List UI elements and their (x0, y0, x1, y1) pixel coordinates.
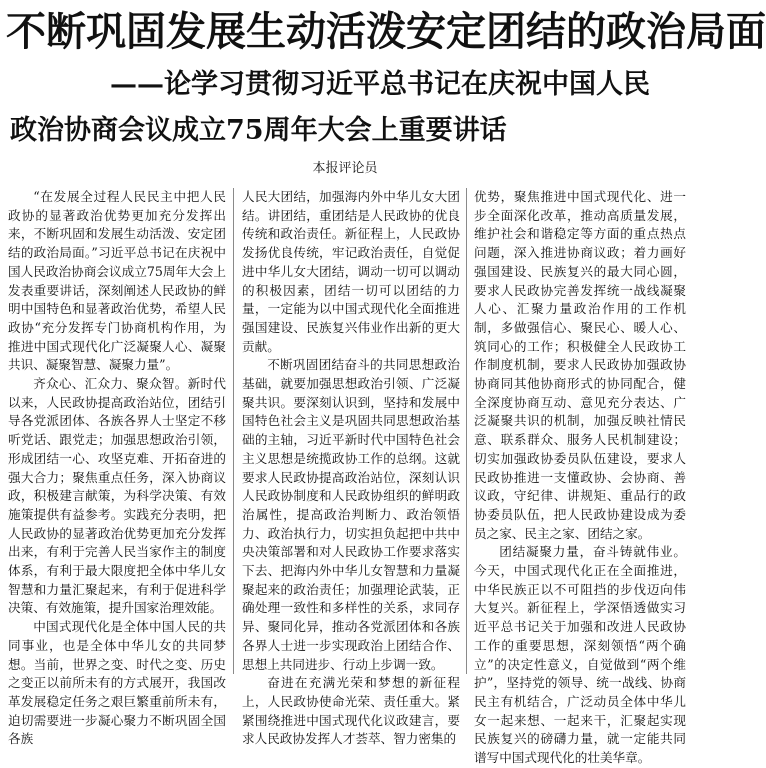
article-column-2 (242, 188, 460, 747)
column-divider (233, 188, 234, 674)
paragraph: 优势，聚焦推进中国式现代化、进一步全面深化改革，推动高质量发展，维护社会和谐稳定等方面的重点热点问题，深入推进协商议政；着力画好强国建设、民族复兴的最大同心圆，要求人民政协完善发挥统一战线凝聚人心、汇聚力量政治作用的工作机制，多做强信心、聚民心、暖人心、筑同心的工作；积极健全人民政协工作制度机制，要求人民政协加强政协协商同其他协商形式的协同配合，健全深度协商互动、意见充分表达、广泛凝聚共识的机制，加强反映社情民意、联系群众、服务人民机制建设；切实加强政协委员队伍建设，要求人民政协推进一支懂政协、会协商、善议政，守纪律、讲规矩、重品行的政协委员队伍，把人民政协建设成为委员之家、民主之家、团结之家。 (474, 189, 686, 541)
article-column-3 (474, 188, 686, 766)
headline-subtitle-line1: ——论学习贯彻习近平总书记在庆祝中国人民 (110, 69, 650, 100)
paragraph: 团结凝聚力量，奋斗铸就伟业。今天，中国式现代化正在全面推进，中华民族正以不可阻挡的步伐迈向伟大复兴。新征程上，学深悟透做实习近平总书记关于加强和改进人民政协工作的重要思想，深刻领悟“两个确立”的决定性意义，自觉做到“两个维护”，坚持党的领导、统一战线、协商民主有机结合，广泛动员全体中华儿女一起来想、一起来干，汇聚起实现民族复兴的磅礴力量，就一定能共同谱写中国式现代化的壮美华章。 (474, 544, 686, 766)
headline-subtitle-line2: 政治协商会议成立75周年大会上重要讲话 (10, 115, 507, 146)
paragraph: “在发展全过程人民民主中把人民政协的显著政治优势更加充分发挥出来，不断巩固和发展生动活泼、安定团结的政治局面。”习近平总书记在庆祝中国人民政治协商会议成立75周年大会上发表重要讲话，深刻阐述人民政协的鲜明中国特色和显著政治优势，希望人民政协“充分发挥专门协商机构作用，为推进中国式现代化广泛凝聚人心、凝聚共识、凝聚智慧、凝聚力量”。 (8, 189, 226, 373)
paragraph: 奋进在充满光荣和梦想的新征程上，人民政协使命光荣、责任重大。紧紧围绕推进中国式现代化议政建言，要求人民政协发挥人才荟萃、智力密集的 (242, 675, 460, 747)
byline: 本报评论员 (312, 161, 378, 176)
article-column-1 (8, 188, 226, 747)
paragraph: 齐众心、汇众力、聚众智。新时代以来，人民政协提高政治站位，团结引导各党派团体、各族各界人士坚定不移听党话、跟党走；加强思想政治引领，形成团结一心、攻坚克难、开拓奋进的强大合力；聚焦重点任务，深入协商议政，积极建言献策，为科学决策、有效施策提供有益参考。实践充分表明，把人民政协的显著政治优势更加充分发挥出来，有利于完善人民当家作主的制度体系，有利于最大限度把全体中华儿女智慧和力量汇聚起来，有利于促进科学决策、有效施策，提升国家治理效能。 (8, 376, 226, 616)
paragraph: 不断巩固团结奋斗的共同思想政治基础，就要加强思想政治引领、广泛凝聚共识。要深刻认识到，坚持和发展中国特色社会主义是巩固共同思想政治基础的主轴，习近平新时代中国特色社会主义思想是统揽政协工作的总纲。这就要求人民政协提高政治站位，深刻认识人民政协制度和人民政协组织的鲜明政治属性，提高政治判断力、政治领悟力、政治执行力，切实担负起把中共中央决策部署和对人民政协工作要求落实下去、把海内外中华儿女智慧和力量凝聚起来的政治责任；加强理论武装，正确处理一致性和多样性的关系，求同存异、聚同化异，推动各党派团体和各族各界人士进一步实现政治上团结合作、思想上共同进步、行动上步调一致。 (242, 357, 460, 672)
headline-title: 不断巩固发展生动活泼安定团结的政治局面 (6, 9, 766, 55)
paragraph: 中国式现代化是全体中国人民的共同事业，也是全体中华儿女的共同梦想。当前，世界之变、时代之变、历史之变正以前所未有的方式展开，我国改革发展稳定任务之艰巨繁重前所未有，迫切需要进一步凝心聚力不断巩固全国各族 (8, 619, 226, 747)
column-divider (466, 188, 467, 674)
paragraph: 人民大团结，加强海内外中华儿女大团结。讲团结，重团结是人民政协的优良传统和政治责任。新征程上，人民政协发扬优良传统，牢记政治责任，自觉促进中华儿女大团结，调动一切可以调动的积极因素，团结一切可以团结的力量，一定能为以中国式现代化全面推进强国建设、民族复兴伟业作出新的更大贡献。 (242, 189, 460, 354)
